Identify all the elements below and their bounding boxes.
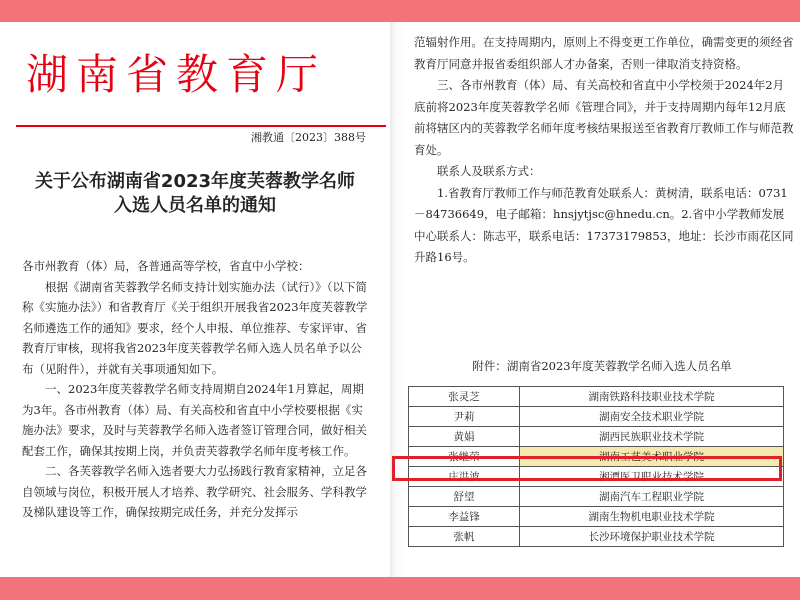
institution-name: 湖南安全技术职业学院 — [520, 407, 784, 427]
salutation: 各市州教育（体）局，各普通高等学校，省直中小学校： — [22, 259, 310, 273]
institution-name: 湖南生物机电职业技术学院 — [520, 507, 784, 527]
body-paragraph: 三、各市州教育（体）局、有关高校和省直中小学校须于2024年2月底前将2023年度芙蓉教学名师《管理合同》，并于支持周期内每年12月底前将辖区内的芙蓉教学名师年度考核结果报送至省教育厅教师工作与师范教育处。 — [414, 78, 794, 157]
teacher-name: 尹莉 — [409, 407, 520, 427]
page-gutter — [390, 22, 404, 577]
institution-name: 湖南工艺美术职业学院 — [520, 447, 784, 467]
table-row — [409, 387, 784, 407]
institution-name: 长沙环境保护职业技术学院 — [520, 527, 784, 547]
teacher-name: 黄娟 — [409, 427, 520, 447]
red-header-rule — [16, 125, 386, 127]
contact-details: 1.省教育厅教师工作与师范教育处联系人：黄树清，联系电话：0731－84736649，电子邮箱：hnsjytjsc@hnedu.cn。2.省中小学教师发展中心联系人：陈志平，联系电话：17373179853，地址：长沙市雨花区同升路16号。 — [414, 185, 794, 264]
institution-name: 湘潭医卫职业技术学院 — [520, 467, 784, 487]
body-paragraph: 根据《湖南省芙蓉教学名师支持计划实施办法（试行）》（以下简称《实施办法》）和省教育厅《关于组织开展我省2023年度芙蓉教学名师遴选工作的通知》要求，经个人申报、单位推荐、专家评审、省教育厅审核，现将我省2023年度芙蓉教学名师入选人员名单予以公布（见附件），并就有关事项通知如下。 — [22, 279, 368, 376]
body-paragraph: 二、各芙蓉教学名师入选者要大力弘扬践行教育家精神，立足各自领域与岗位，积极开展人才培养、教学研究、社会服务、学科教学及梯队建设等工作，确保按期完成任务，并充分发挥示 — [22, 464, 367, 519]
teacher-name: 李益锋 — [409, 507, 520, 527]
notice-title-line-1: 关于公布湖南省2023年度芙蓉教学名师 — [34, 171, 356, 192]
institution-name: 湖西民族职业技术学院 — [520, 427, 784, 447]
annex-title: 附件：湖南省2023年度芙蓉教学名师入选人员名单 — [472, 359, 732, 373]
document-number: 湘教通〔2023〕388号 — [251, 131, 366, 144]
table-row — [409, 507, 784, 527]
body-paragraph: 一、2023年度芙蓉教学名师支持周期自2024年1月算起，周期为3年。各市州教育（体）局、有关高校和省直中小学校要根据《实施办法》要求，及时与芙蓉教学名师入选者签订管理合同，做好相关配套工作，确保其按期上岗，并负责芙蓉教学名师年度考核工作。 — [22, 382, 367, 458]
teacher-name: 张继荣 — [409, 447, 520, 467]
right-document-page — [404, 22, 800, 577]
table-row — [409, 407, 784, 427]
table-row — [409, 487, 784, 507]
table-row — [409, 527, 784, 547]
teacher-name: 张灵芝 — [409, 387, 520, 407]
table-row — [409, 427, 784, 447]
institution-name: 湖南铁路科技职业技术学院 — [520, 387, 784, 407]
notice-title — [0, 170, 390, 218]
issuing-authority-title: 湖南省教育厅 — [26, 50, 327, 99]
top-banner — [0, 0, 800, 22]
notice-body-continued — [414, 32, 794, 269]
bottom-banner — [0, 577, 800, 600]
teacher-name: 张帆 — [409, 527, 520, 547]
body-paragraph: 范辐射作用。在支持周期内，原则上不得变更工作单位，确需变更的须经省教育厅同意并报省委组织部人才办备案，否则一律取消支持资格。 — [414, 35, 794, 71]
institution-name: 湖南汽车工程职业学院 — [520, 487, 784, 507]
left-document-page — [0, 22, 390, 577]
contact-heading: 联系人及联系方式： — [437, 164, 541, 178]
teacher-name: 庄洪波 — [409, 467, 520, 487]
teacher-name: 舒望 — [409, 487, 520, 507]
highlight-box — [392, 456, 782, 481]
notice-body — [22, 256, 368, 523]
notice-title-line-2: 入选人员名单的通知 — [114, 195, 276, 216]
